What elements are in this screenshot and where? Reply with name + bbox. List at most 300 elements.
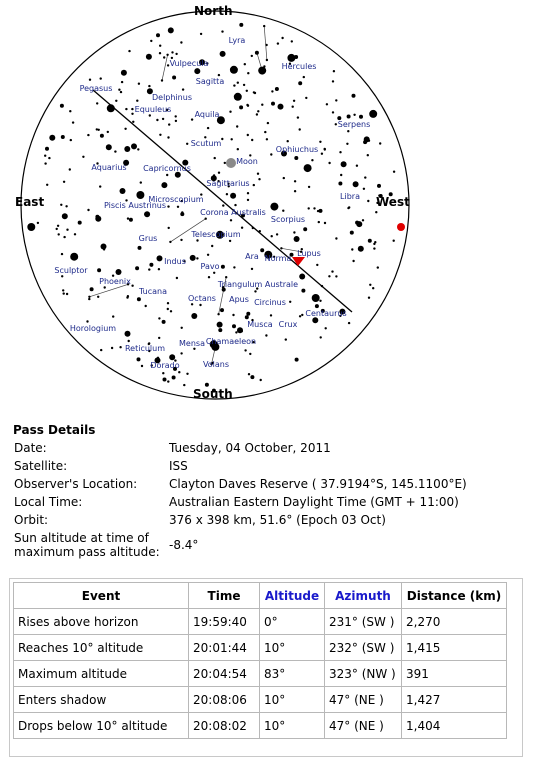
star [256, 113, 258, 115]
star [239, 23, 243, 27]
star [157, 255, 163, 261]
star [69, 168, 71, 170]
star [245, 315, 249, 319]
star [208, 276, 210, 278]
star [135, 266, 139, 270]
star [138, 83, 140, 85]
altitude-cell: 10° [260, 713, 325, 739]
star [159, 45, 161, 47]
constellation-label: Chamaeleon [205, 337, 257, 346]
star [116, 269, 122, 275]
constellation-label: Moon [236, 157, 258, 166]
table-row [14, 661, 507, 687]
star [66, 293, 68, 295]
star [131, 143, 137, 149]
star [260, 379, 262, 381]
star [324, 222, 326, 224]
constellation-label: Libra [340, 192, 360, 201]
table-row [14, 609, 507, 635]
table-row [14, 635, 507, 661]
star [347, 207, 349, 209]
constellation-label: Serpens [337, 120, 371, 129]
azimuth-cell: 47° (NE ) [325, 713, 402, 739]
star [271, 102, 275, 106]
constellation-label: Grus [138, 234, 158, 243]
constellation-label: Sagitta [195, 77, 225, 86]
star [352, 260, 354, 262]
star [393, 171, 395, 173]
star [375, 211, 377, 213]
star [86, 320, 88, 322]
star [353, 181, 359, 187]
star [182, 88, 184, 90]
constellation-label: Tucana [138, 287, 168, 296]
star [317, 210, 319, 212]
star [158, 337, 160, 339]
satellite-label: Satellite: [14, 459, 68, 473]
star [205, 218, 207, 220]
star [267, 122, 269, 124]
star [97, 268, 101, 272]
star [111, 347, 113, 349]
star [63, 292, 65, 294]
star [107, 131, 109, 133]
star [275, 87, 279, 91]
star [218, 328, 222, 332]
star [61, 275, 63, 277]
star [308, 207, 310, 209]
star [285, 338, 287, 340]
event-cell: Reaches 10° altitude [14, 635, 189, 661]
star [166, 54, 168, 56]
constellation-label: Pavo [200, 262, 220, 271]
star [313, 207, 315, 209]
star [181, 327, 183, 329]
star [167, 308, 169, 310]
azimuth-cell: 231° (SW ) [325, 609, 402, 635]
event-cell: Enters shadow [14, 687, 189, 713]
constellation-label: Hercules [281, 62, 317, 71]
star [308, 186, 310, 188]
star [364, 136, 370, 142]
constellation-label: Mensa [179, 339, 205, 348]
star [217, 313, 219, 315]
star [254, 290, 256, 292]
star [57, 225, 59, 227]
moon-icon [226, 158, 236, 168]
star [293, 231, 295, 233]
star [257, 110, 259, 112]
star [145, 305, 147, 307]
star [347, 115, 351, 119]
star [137, 297, 141, 301]
constellation-label: Scutum [190, 139, 222, 148]
star [244, 63, 246, 65]
satellite-rise-marker-icon [397, 223, 405, 231]
star [118, 89, 120, 91]
constellation-label: Delphinus [152, 93, 192, 102]
star [283, 177, 285, 179]
sun-altitude-value: -8.4° [169, 538, 199, 552]
star [335, 275, 337, 277]
star [213, 272, 215, 274]
star [244, 349, 246, 351]
constellation-label: Ophiuchus [275, 145, 319, 154]
star [120, 188, 126, 194]
star [220, 51, 226, 57]
header-azimuth[interactable]: Azimuth [325, 583, 402, 609]
compass-east: East [15, 195, 45, 209]
star [148, 268, 150, 270]
star [121, 81, 123, 83]
constellation-label: Phoenix [99, 277, 131, 286]
star [218, 172, 220, 174]
constellation-label: Triangulum Australe [217, 280, 299, 289]
star [87, 134, 89, 136]
time-cell: 20:04:54 [189, 661, 260, 687]
star [66, 229, 68, 231]
star [335, 237, 337, 239]
star [260, 248, 264, 252]
star [368, 239, 372, 243]
altitude-cell: 83° [260, 661, 325, 687]
constellation-label: Ara [245, 252, 259, 261]
star [136, 191, 144, 199]
header-time: Time [189, 583, 260, 609]
star [74, 233, 76, 235]
star [100, 77, 102, 79]
table-row [14, 713, 507, 739]
star [263, 25, 265, 27]
star [246, 312, 250, 316]
star [229, 240, 231, 242]
star [190, 255, 196, 261]
star [217, 322, 223, 328]
star [60, 204, 62, 206]
star [127, 295, 129, 297]
star [112, 315, 114, 317]
star [363, 188, 365, 190]
star [186, 143, 188, 145]
star [325, 327, 327, 329]
star [207, 254, 209, 256]
star [251, 268, 253, 270]
star [293, 100, 295, 102]
star [104, 286, 106, 288]
star [294, 180, 296, 182]
star [230, 219, 232, 221]
star [99, 185, 101, 187]
star [44, 162, 46, 164]
star [90, 287, 94, 291]
star [63, 181, 65, 183]
star [297, 116, 299, 118]
star [377, 184, 381, 188]
star [246, 90, 248, 92]
header-distance: Distance (km) [402, 583, 507, 609]
star [88, 298, 90, 300]
star [58, 233, 60, 235]
star [295, 358, 299, 362]
star [301, 289, 305, 293]
star [168, 27, 174, 33]
star [331, 270, 333, 272]
star [132, 121, 134, 123]
star [106, 144, 112, 150]
star [141, 365, 143, 367]
star [230, 193, 236, 199]
constellation-label: Pegasus [79, 84, 113, 93]
star [168, 123, 170, 125]
event-cell: Maximum altitude [14, 661, 189, 687]
star [278, 104, 284, 110]
star [62, 289, 64, 291]
star [332, 80, 334, 82]
constellation-label: Microscopium [148, 195, 204, 204]
star [231, 138, 233, 140]
star [44, 155, 46, 157]
star [280, 247, 282, 249]
star [277, 42, 279, 44]
observer-location-value: Clayton Daves Reserve ( 37.9194°S, 145.1100°E) [169, 477, 467, 491]
star [221, 265, 225, 269]
star [234, 204, 236, 206]
star [243, 84, 245, 86]
star [56, 228, 58, 230]
star [115, 100, 117, 102]
star [150, 264, 152, 266]
constellation-label: Capricornus [143, 164, 191, 173]
star [341, 161, 347, 167]
constellation-label: Crux [278, 320, 298, 329]
star [348, 322, 350, 324]
star [226, 193, 228, 195]
star [63, 236, 65, 238]
constellation-label: Aquarius [91, 163, 127, 172]
star [69, 110, 71, 112]
star [49, 135, 55, 141]
star [144, 213, 146, 215]
star [161, 79, 163, 81]
star [125, 331, 131, 337]
star [258, 67, 266, 75]
star [98, 129, 100, 131]
azimuth-cell: 47° (NE ) [325, 687, 402, 713]
star [95, 216, 101, 222]
star [37, 222, 39, 224]
star [211, 245, 213, 247]
distance-cell: 2,270 [402, 609, 507, 635]
star [346, 143, 348, 145]
time-cell: 19:59:40 [189, 609, 260, 635]
star [136, 100, 138, 102]
star [255, 51, 259, 55]
star [222, 204, 224, 206]
star [137, 148, 139, 150]
star [178, 371, 180, 373]
star [140, 181, 142, 183]
star [318, 221, 320, 223]
star [150, 40, 152, 42]
star [180, 239, 182, 241]
observer-location-label: Observer's Location: [14, 477, 138, 491]
star [162, 372, 164, 374]
star [333, 70, 335, 72]
constellation-label: Corona Australis [200, 208, 266, 217]
star [281, 37, 283, 39]
constellation-label: Reticulum [124, 344, 166, 353]
star [127, 217, 129, 219]
constellation-label: Aquila [194, 110, 220, 119]
star [233, 84, 235, 86]
star [319, 141, 321, 143]
constellation-label: Telescopium [191, 230, 241, 239]
star [374, 241, 376, 243]
constellation-label: Equuleus [134, 105, 172, 114]
star [247, 72, 249, 74]
star [159, 52, 161, 54]
star [247, 105, 249, 107]
star [319, 300, 321, 302]
star [137, 357, 141, 361]
star [271, 90, 273, 92]
altitude-cell: 10° [260, 635, 325, 661]
star [291, 40, 293, 42]
star [271, 235, 273, 237]
star [171, 51, 173, 53]
star [299, 274, 305, 280]
star [72, 121, 74, 123]
constellation-label: Lyra [228, 36, 246, 45]
star [163, 378, 167, 382]
star [70, 253, 78, 261]
star [46, 184, 48, 186]
date-value: Tuesday, 04 October, 2011 [169, 441, 331, 455]
star [62, 213, 68, 219]
constellation-label: Indus [164, 257, 186, 266]
distance-cell: 1,415 [402, 635, 507, 661]
star [372, 287, 374, 289]
star [149, 114, 151, 116]
star [218, 74, 220, 76]
star [270, 314, 272, 316]
star [156, 33, 160, 37]
events-header-row [14, 583, 507, 609]
star [367, 154, 369, 156]
star [326, 103, 328, 105]
distance-cell: 391 [402, 661, 507, 687]
star [362, 219, 364, 221]
constellation-label: Volans [202, 360, 230, 369]
star [265, 44, 267, 46]
constellation-label: Vulpecula [169, 59, 209, 68]
star [265, 334, 267, 336]
star [324, 148, 326, 150]
star [180, 41, 182, 43]
star [175, 53, 177, 55]
star [221, 30, 223, 32]
time-cell: 20:01:44 [189, 635, 260, 661]
star [263, 65, 265, 67]
star [120, 91, 122, 93]
star [247, 192, 249, 194]
star [131, 113, 133, 115]
star [251, 55, 253, 57]
star [169, 354, 175, 360]
star [258, 178, 260, 180]
star [161, 182, 167, 188]
star [301, 314, 303, 316]
star [276, 233, 278, 235]
event-cell: Drops below 10° altitude [14, 713, 189, 739]
star [207, 127, 209, 129]
star [146, 54, 152, 60]
star [315, 304, 319, 308]
star [237, 82, 239, 84]
events-table [13, 582, 507, 739]
star [304, 164, 312, 172]
star [251, 139, 253, 141]
star [88, 296, 90, 298]
star [328, 275, 330, 277]
time-cell: 20:08:02 [189, 713, 260, 739]
star [124, 128, 126, 130]
star [369, 110, 377, 118]
star [156, 119, 158, 121]
star [292, 106, 294, 108]
star [27, 223, 35, 231]
star [167, 205, 169, 207]
star [351, 248, 353, 250]
star [101, 244, 107, 250]
star [282, 210, 284, 212]
star [186, 373, 188, 375]
compass-south: South [193, 387, 233, 401]
star [175, 115, 177, 117]
star [356, 221, 362, 227]
star [48, 157, 50, 159]
star [166, 174, 168, 176]
constellation-label: Apus [229, 295, 249, 304]
azimuth-cell: 232° (SW ) [325, 635, 402, 661]
star [303, 227, 307, 231]
header-altitude[interactable]: Altitude [260, 583, 325, 609]
star [368, 297, 370, 299]
constellation-label: Octans [188, 294, 216, 303]
star [162, 320, 166, 324]
star [61, 135, 65, 139]
star [379, 142, 381, 144]
star [175, 120, 177, 122]
star [82, 156, 84, 158]
altitude-cell: 10° [260, 687, 325, 713]
orbit-label: Orbit: [14, 513, 49, 527]
satellite-value: ISS [169, 459, 188, 473]
star [124, 146, 130, 152]
star [264, 131, 266, 133]
star [163, 56, 165, 58]
star [315, 294, 317, 296]
star [235, 331, 237, 333]
star [169, 241, 171, 243]
pass-details-title: Pass Details [13, 423, 96, 437]
star [335, 123, 337, 125]
altitude-cell: 0° [260, 609, 325, 635]
star [131, 285, 133, 287]
star [236, 125, 238, 127]
sun-altitude-label: Sun altitude at time of maximum pass altitude: [14, 531, 160, 559]
distance-cell: 1,427 [402, 687, 507, 713]
